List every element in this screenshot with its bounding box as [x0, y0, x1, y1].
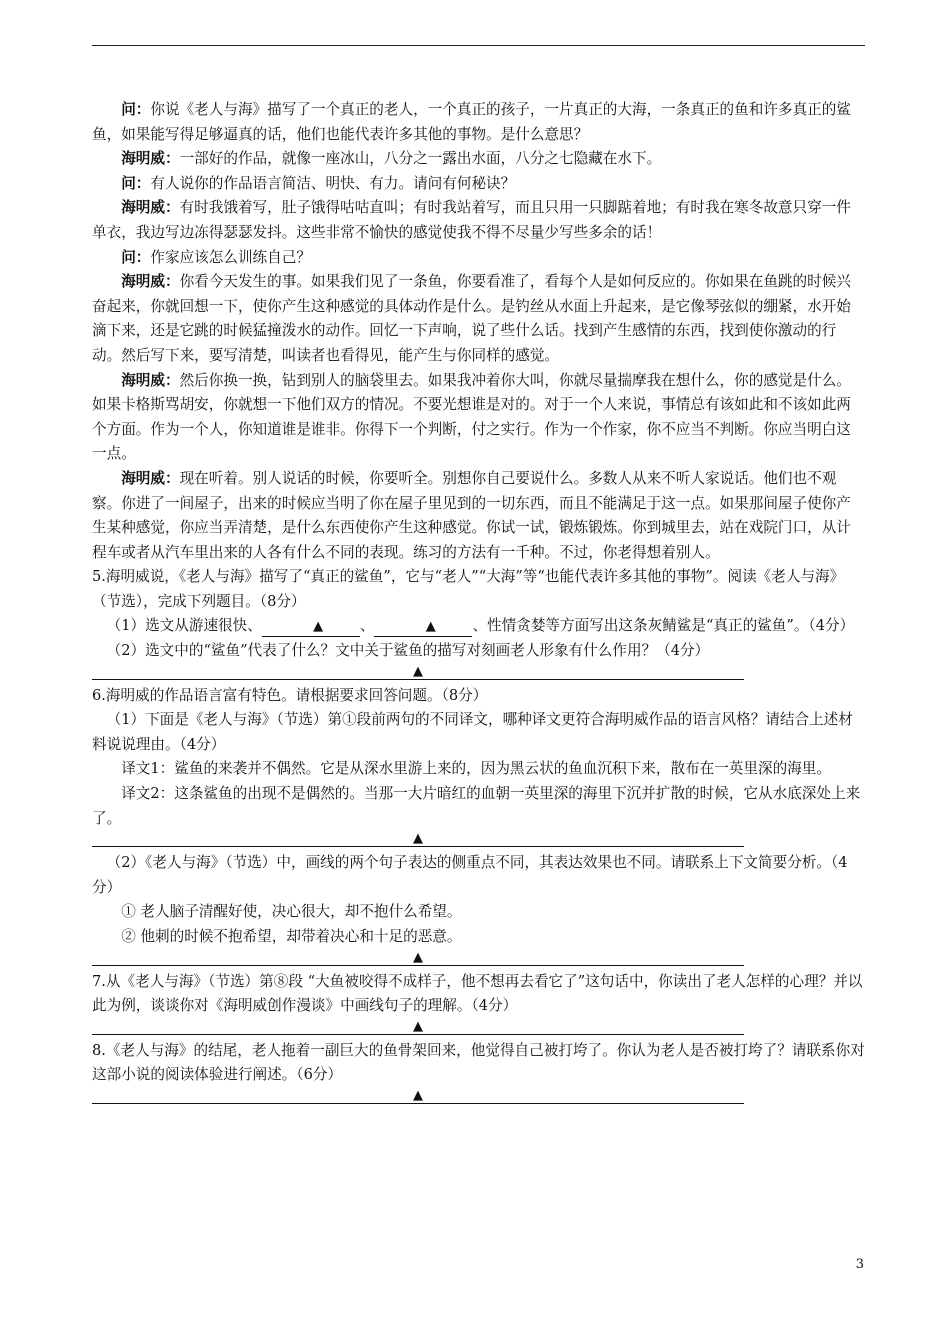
triangle-marker-icon: ▲ — [413, 1087, 423, 1103]
answer-blank[interactable] — [262, 618, 360, 637]
answer-text: 现在听着。别人说话的时候，你要听全。别想你自己要说什么。多数人从来不听人家说话。他们也不观察。你进了一间屋子，出来的时候应当明了你在屋子里见到的一切东西，而且不能满足于这一点。如果那间屋子使你产生某种感觉，你应当弄清楚，是什么东西使你产生这种感觉。你试一试，锻炼锻炼。你到城里去，站在戏院门口，从计程车或者从汽车里出来的人各有什么不同的表现。练习的方法有一千种。不过，你老得想着别人。 — [92, 469, 851, 561]
question-text: （1）选文从游速很快、 — [106, 617, 262, 635]
question-text: 、性情贪婪等方面写出这条灰鲭鲨是“真正的鲨鱼”。（4分） — [472, 617, 855, 635]
interview-question-2 — [92, 172, 865, 197]
interview-question-3 — [92, 246, 865, 271]
interview-answer-2 — [92, 196, 865, 245]
triangle-marker-icon: ▲ — [413, 663, 423, 679]
question-6-2: （2）《老人与海》（节选）中，画线的两个句子表达的侧重点不同，其表达效果也不同。请联系上下文简要分析。（4分） — [92, 854, 848, 896]
answer-line[interactable] — [92, 1089, 744, 1104]
separator: 、 — [359, 617, 375, 635]
answer-blank[interactable] — [374, 618, 472, 637]
interview-answer-4 — [92, 369, 865, 467]
speaker-label: 问： — [121, 174, 151, 192]
question-6-1: （1）下面是《老人与海》（节选）第①段前两句的不同译文，哪种译文更符合海明威作品的语言风格？请结合上述材料说说理由。（4分） — [92, 711, 853, 753]
question-6: 6.海明威的作品语言富有特色。请根据要求回答问题。（8分） — [92, 686, 488, 704]
answer-line[interactable] — [92, 951, 744, 966]
answer-text: 你看今天发生的事。如果我们见了一条鱼，你要看准了，看每个人是如何反应的。你如果在鱼跳的时候兴奋起来，你就回想一下，使你产生这种感觉的具体动作是什么。是钓丝从水面上升起来，是它像琴弦似的绷紧，水开始滴下来，还是它跳的时候猛撞泼水的动作。回忆一下声响，说了些什么话。找到产生感情的东西，找到使你激动的行动。然后写下来，要写清楚，叫读者也看得见，能产生与你同样的感觉。 — [92, 273, 851, 364]
interview-answer-1 — [92, 147, 865, 172]
page-content — [92, 98, 865, 1108]
speaker-label: 海明威： — [121, 150, 180, 168]
translation-1: 译文1：鲨鱼的来袭并不偶然。它是从深水里游上来的，因为黑云状的鱼血沉积下来，散布在一英里深的海里。 — [121, 760, 831, 778]
triangle-marker-icon: ▲ — [413, 949, 423, 965]
speaker-label: 问： — [121, 101, 151, 118]
underlined-sentence-2: ② 他刺的时候不抱希望，却带着决心和十足的恶意。 — [121, 928, 462, 945]
underlined-sentence-1: ① 老人脑子清醒好使，决心很大，却不抱什么希望。 — [121, 903, 462, 921]
speaker-label: 海明威： — [121, 371, 180, 389]
question-5-1 — [92, 614, 865, 639]
answer-text: 一部好的作品，就像一座冰山，八分之一露出水面，八分之七隐藏在水下。 — [179, 150, 662, 168]
speaker-label: 问： — [121, 248, 151, 266]
question-8: 8.《老人与海》的结尾，老人拖着一副巨大的鱼骨架回来，他觉得自己被打垮了。你认为老人是否被打垮了？请联系你对这部小说的阅读体验进行阐述。（6分） — [92, 1041, 865, 1084]
page-number: 3 — [855, 1257, 864, 1272]
speaker-label: 海明威： — [121, 199, 180, 217]
answer-line[interactable] — [92, 1020, 744, 1035]
translation-2: 译文2：这条鲨鱼的出现不是偶然的。当那一大片暗红的血朝一英里深的海里下沉并扩散的时候，它从水底深处上来了。 — [92, 785, 861, 827]
answer-text: 然后你换一换，钻到别人的脑袋里去。如果我冲着你大叫，你就尽量揣摩我在想什么，你的感觉是什么。如果卡格斯骂胡安，你就想一下他们双方的情况。不要光想谁是对的。对于一个人来说，事情总有该如此和不该如此两个方面。作为一个人，你知道谁是谁非。你得下一个判断，付之实行。作为一个作家，你不应当不判断。你应当明白这一点。 — [92, 371, 851, 463]
answer-text: 有时我饿着写，肚子饿得咕咕直叫；有时我站着写，而且只用一只脚踮着地；有时我在寒冬故意只穿一件单衣，我边写边冻得瑟瑟发抖。这些非常不愉快的感觉使我不得不尽量少写些多余的话！ — [92, 199, 851, 241]
question-7: 7.从《老人与海》（节选）第⑧段 “大鱼被咬得不成样子，他不想再去看它了”这句话中，你读出了老人怎样的心理？并以此为例，谈谈你对《海明威创作漫谈》中画线句子的理解。（4分） — [92, 972, 863, 1015]
triangle-marker-icon: ▲ — [413, 831, 423, 847]
question-text: 作家应该怎么训练自己？ — [150, 248, 311, 266]
interview-answer-5 — [92, 467, 865, 565]
question-text: 你说《老人与海》描写了一个真正的老人，一个真正的孩子，一片真正的大海，一条真正的鱼和许多真正的鲨鱼，如果能写得足够逼真的话，他们也能代表许多其他的事物。是什么意思？ — [92, 101, 851, 143]
triangle-marker-icon: ▲ — [413, 1018, 423, 1034]
question-text: 有人说你的作品语言简洁、明快、有力。请问有何秘诀？ — [150, 174, 516, 192]
question-5-2: （2）选文中的“鲨鱼”代表了什么？文中关于鲨鱼的描写对刻画老人形象有什么作用？（4分） — [106, 642, 710, 660]
question-5: 5.海明威说，《老人与海》描写了“真正的鲨鱼”，它与“老人”“大海”等“也能代表许多其他的事物”。阅读《老人与海》（节选），完成下列题目。（8分） — [92, 568, 845, 610]
header-rule — [92, 45, 865, 46]
triangle-marker-icon: ▲ — [425, 619, 436, 635]
interview-question-1 — [92, 98, 865, 147]
speaker-label: 海明威： — [121, 273, 180, 291]
interview-answer-3 — [92, 270, 865, 368]
triangle-marker-icon: ▲ — [313, 619, 324, 635]
answer-line[interactable] — [92, 665, 744, 680]
answer-line[interactable] — [92, 832, 744, 847]
speaker-label: 海明威： — [121, 469, 180, 487]
